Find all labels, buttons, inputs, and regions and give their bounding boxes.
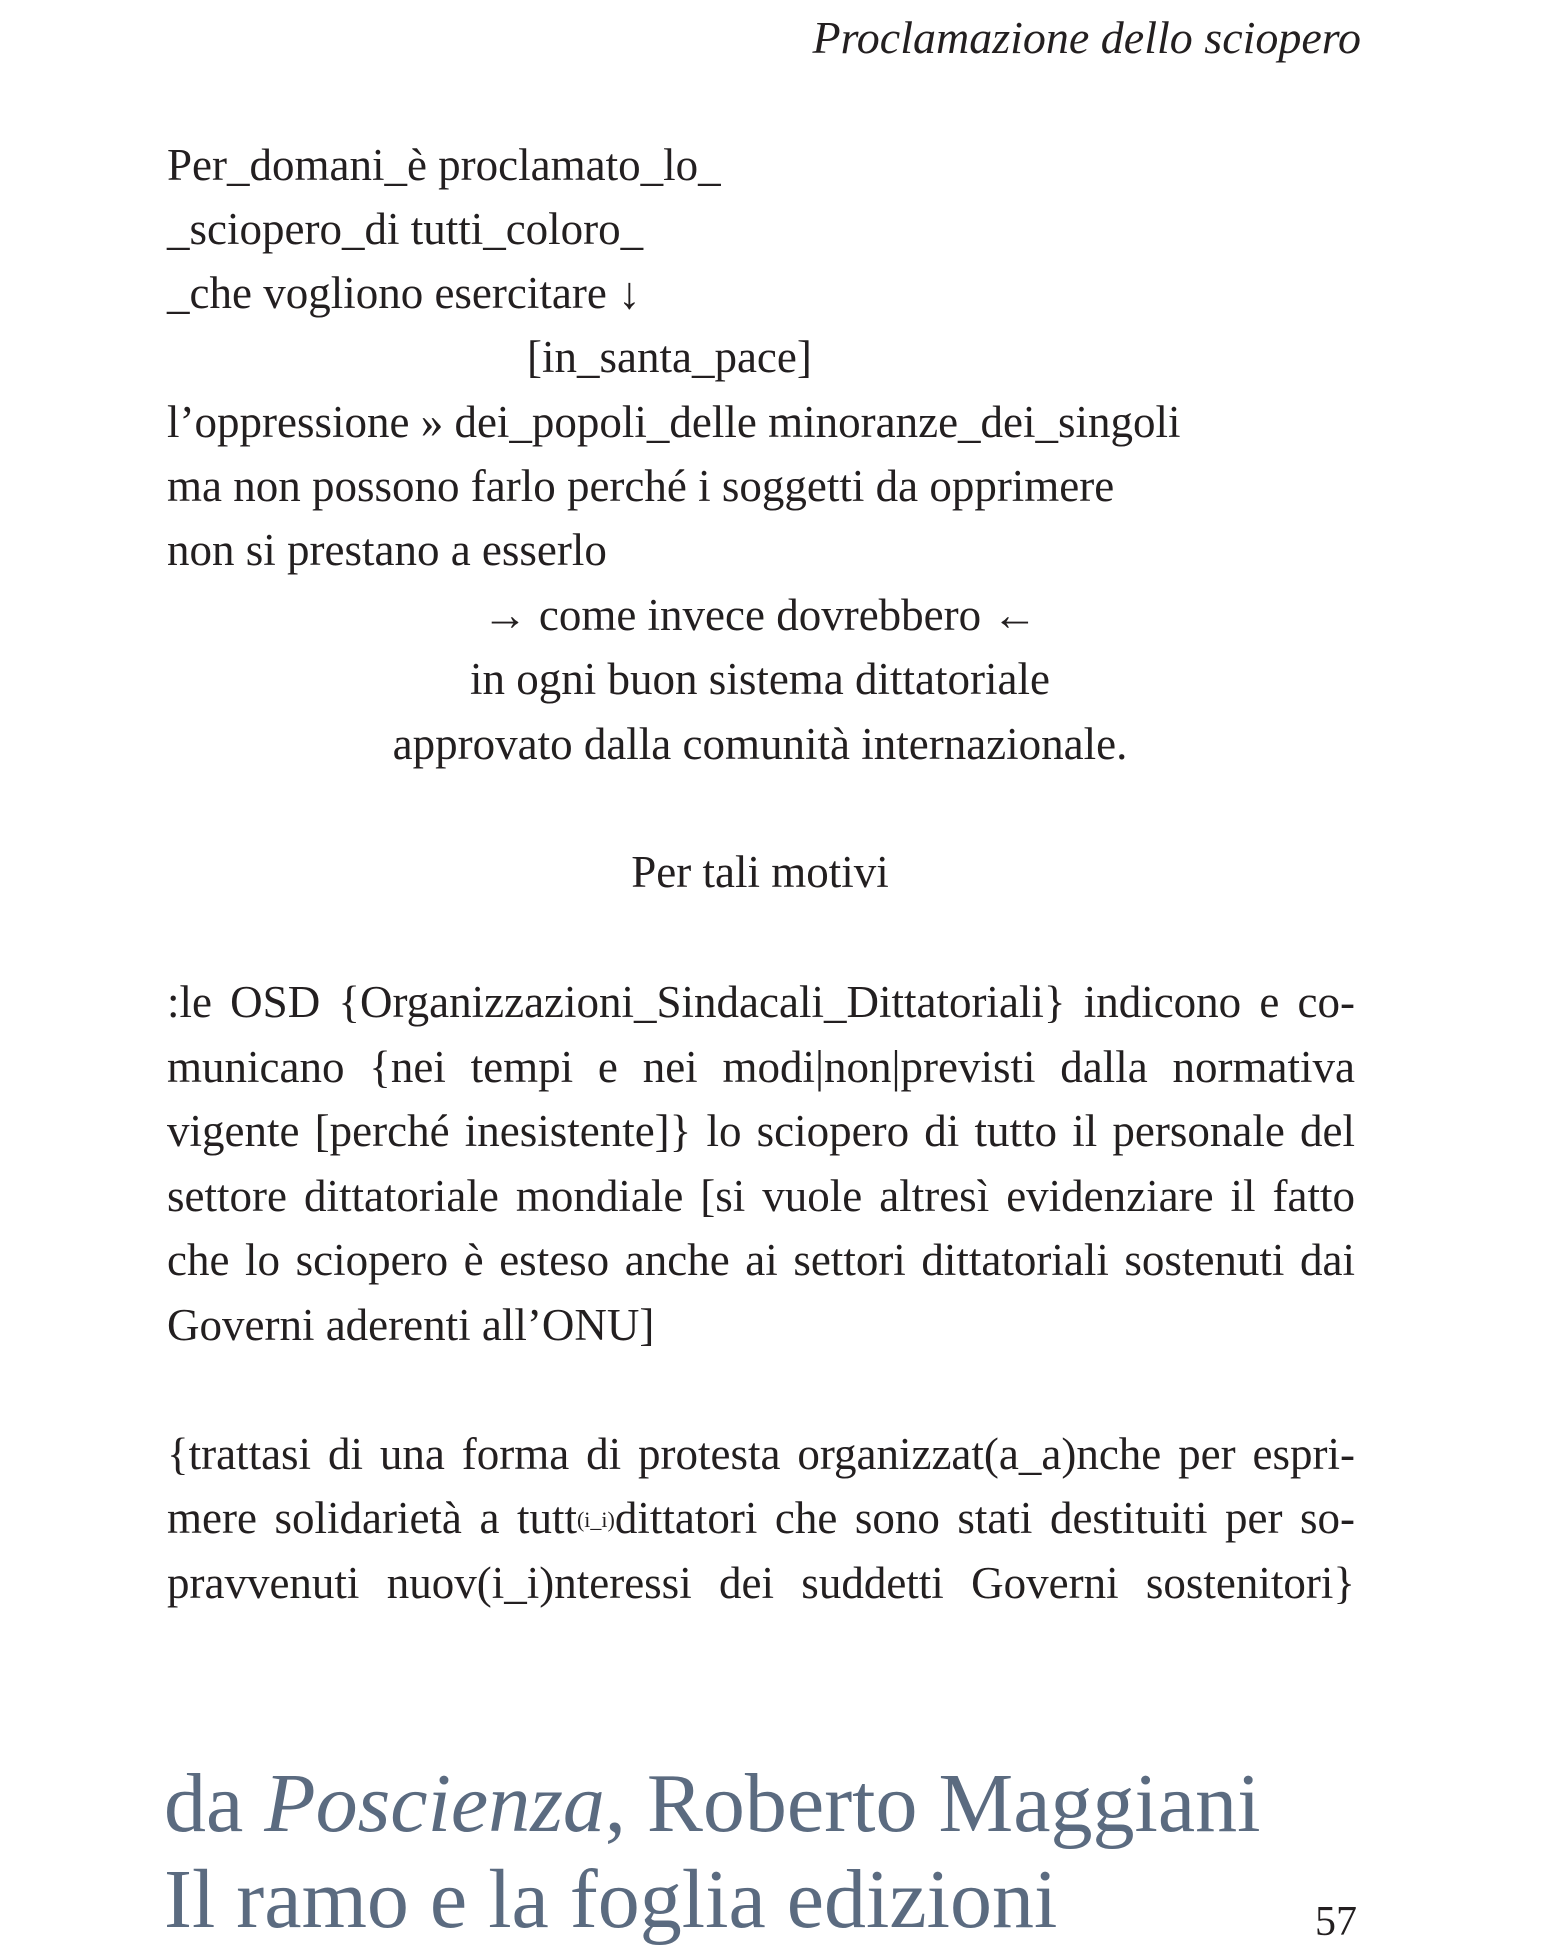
paragraph-line: settore dittatoriale mondiale [si vuole altresì evidenziare il fatto <box>167 1171 1355 1221</box>
superscript: (i_i) <box>576 1507 615 1532</box>
motivi-heading: Per tali motivi <box>631 847 889 897</box>
paragraph-line <box>167 1488 1355 1548</box>
paragraph-line: {trattasi di una forma di protesta organizzat(a_a)nche per espri- <box>167 1429 1355 1479</box>
poem-line-centered: approvato dalla comunità internazionale. <box>392 719 1128 769</box>
credit-publisher: Il ramo e la foglia edizioni <box>164 1853 1058 1946</box>
poem-line: ma non possono farlo perché i soggetti da opprimere <box>167 461 1115 511</box>
paragraph-line: che lo sciopero è esteso anche ai settori dittatoriali sostenuti dai <box>167 1235 1355 1285</box>
poem-line: _sciopero_di tutti_coloro_ <box>167 204 644 254</box>
poem-line-centered: → come invece dovrebbero ← <box>482 590 1038 640</box>
paragraph-line: pravvenuti nuov(i_i)nteressi dei suddetti Governi sostenitori} <box>167 1558 1355 1608</box>
poem-line: l’oppressione » dei_popoli_delle minoranze_dei_singoli <box>167 397 1181 447</box>
paragraph-line: municano {nei tempi e nei modi|non|previsti dalla normativa <box>167 1042 1355 1092</box>
paragraph-line-part: mere solidarietà a tutt <box>167 1493 577 1543</box>
paragraph-line: :le OSD {Organizzazioni_Sindacali_Dittatoriali} indicono e co- <box>167 977 1355 1027</box>
book-title: Poscienza <box>264 1757 605 1850</box>
running-title: Proclamazione dello sciopero <box>812 12 1361 63</box>
credit-source <box>164 1756 1260 1852</box>
poem-line: [in_santa_pace] <box>527 332 812 382</box>
page-number: 57 <box>1315 1899 1357 1945</box>
credit-author: , Roberto Maggiani <box>604 1757 1261 1850</box>
paragraph-line: vigente [perché inesistente]} lo sciopero di tutto il personale del <box>167 1106 1355 1156</box>
paragraph-line-part: dittatori che sono stati destituiti per so- <box>614 1493 1355 1543</box>
credit-prefix: da <box>164 1757 265 1850</box>
poem-line: non si prestano a esserlo <box>167 525 607 575</box>
poem-line: Per_domani_è proclamato_lo_ <box>167 140 721 190</box>
poem-line: _che vogliono esercitare ↓ <box>167 268 641 318</box>
paragraph-line: Governi aderenti all’ONU] <box>167 1300 655 1350</box>
poem-line-centered: in ogni buon sistema dittatoriale <box>470 654 1050 704</box>
